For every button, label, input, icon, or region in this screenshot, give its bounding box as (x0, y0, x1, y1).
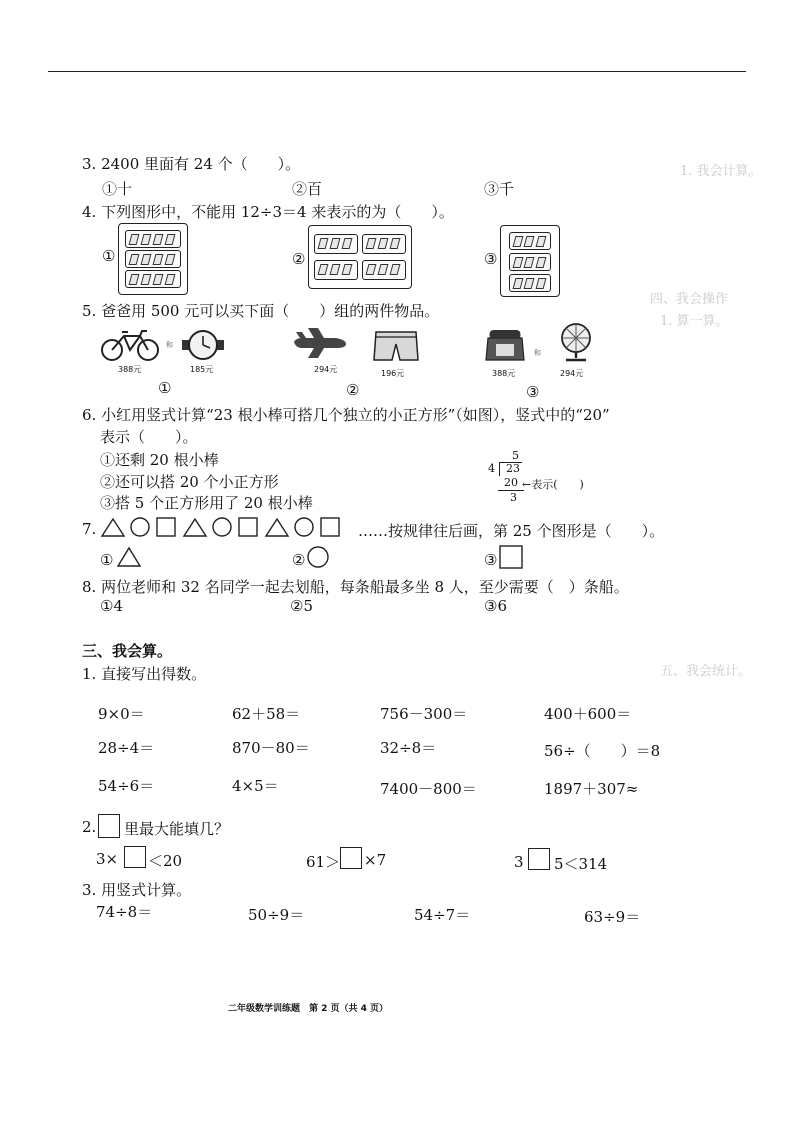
battery-icon (129, 254, 140, 265)
q2-text: 里最大能填几？ (124, 820, 230, 838)
battery-icon (342, 264, 353, 275)
option-1[interactable]: ①4 (100, 597, 123, 615)
q2-c-pre: 3 (514, 853, 524, 871)
bleed-text: 四、我会操作 (650, 292, 729, 307)
bleed-text: 1. 算一算。 (660, 314, 729, 329)
battery-pack (314, 234, 358, 254)
square-icon (498, 544, 524, 570)
shorts-icon (372, 328, 420, 364)
calc-item: 74÷8＝ (96, 903, 153, 921)
calc-item: 1897＋307≈ (544, 780, 639, 798)
calc-item: 400＋600＝ (544, 705, 632, 723)
question-8: 8. 两位老师和 32 名同学一起去划船，每条船最多坐 8 人，至少需要（ ）条船。 (82, 578, 629, 596)
battery-pack (509, 253, 551, 271)
and-label: 和 (534, 349, 541, 357)
bleed-text: 五、我会统计。 (660, 664, 752, 679)
battery-icon (165, 254, 176, 265)
answer-box[interactable] (340, 847, 362, 869)
option-3[interactable]: ③ (526, 383, 540, 401)
battery-pack (509, 232, 551, 250)
shape-sequence (100, 516, 356, 540)
division-dividend: 23 (506, 462, 520, 475)
q2-num: 2. (82, 818, 97, 836)
battery-pack (125, 270, 181, 288)
battery-icon (524, 236, 535, 247)
battery-icon (318, 264, 329, 275)
battery-icon (390, 264, 401, 275)
battery-pack (125, 250, 181, 268)
calc-item: 63÷9＝ (584, 908, 641, 926)
section-3-title: 三、我会算。 (82, 642, 173, 660)
q2-a-post: ＜20 (148, 852, 183, 870)
option-3[interactable]: ③千 (484, 180, 515, 198)
option-2[interactable]: ②5 (290, 597, 313, 615)
battery-icon (378, 238, 389, 249)
battery-icon (513, 278, 524, 289)
header-rule (48, 71, 746, 72)
battery-figure-1 (118, 223, 188, 295)
page-footer: 二年级数学训练题 第 2 页（共 4 页） (228, 1004, 389, 1014)
price-label: 388元 (118, 365, 142, 374)
battery-icon (513, 236, 524, 247)
battery-icon (366, 264, 377, 275)
q2-b-post: ×7 (364, 851, 387, 869)
division-note: ←表示( ) (522, 478, 584, 491)
calc-item: 50÷9＝ (248, 906, 305, 924)
battery-icon (165, 234, 176, 245)
division-product: 20 (504, 476, 518, 489)
division-divisor: 4 (488, 462, 495, 475)
battery-pack (362, 234, 406, 254)
battery-icon (524, 278, 535, 289)
price-label: 388元 (492, 369, 516, 378)
q3b-title: 3. 用竖式计算。 (82, 881, 192, 899)
option-2[interactable]: ② (346, 381, 360, 399)
question-7-text: ……按规律往后画，第 25 个图形是（ ）。 (358, 522, 665, 540)
calc-item: 54÷6＝ (98, 777, 155, 795)
division-remainder: 3 (510, 491, 517, 504)
battery-icon (141, 254, 152, 265)
option-1[interactable]: ① (100, 551, 114, 569)
battery-icon (342, 238, 353, 249)
option-2[interactable]: ②还可以搭 20 个小正方形 (100, 473, 279, 491)
calc-item: 4×5＝ (232, 777, 279, 795)
option-3[interactable]: ③6 (484, 597, 507, 615)
battery-icon (366, 238, 377, 249)
battery-icon (524, 257, 535, 268)
battery-icon (330, 264, 341, 275)
option-3[interactable]: ③ (484, 250, 498, 268)
option-1[interactable]: ① (102, 247, 116, 265)
bleed-text: 1. 我会计算。 (680, 164, 762, 179)
question-7-num: 7. (82, 520, 97, 538)
airplane-icon (292, 328, 348, 360)
answer-box[interactable] (98, 814, 120, 838)
question-6-line1: 6. 小红用竖式计算“23 根小棒可搭几个独立的小正方形”（如图），竖式中的“20” (82, 406, 610, 424)
battery-icon (153, 254, 164, 265)
price-label: 294元 (314, 365, 338, 374)
battery-icon (390, 238, 401, 249)
q2-a-pre: 3× (96, 850, 119, 868)
battery-icon (535, 257, 546, 268)
triangle-icon (116, 546, 142, 568)
battery-icon (378, 264, 389, 275)
calc-item: 9×0＝ (98, 705, 145, 723)
calc-item: 870－80＝ (232, 739, 310, 757)
battery-pack (314, 260, 358, 280)
watch-icon (180, 326, 226, 364)
bicycle-icon (100, 328, 162, 362)
calc-item: 62＋58＝ (232, 705, 301, 723)
battery-pack (509, 274, 551, 292)
question-5: 5. 爸爸用 500 元可以买下面（ ）组的两件物品。 (82, 302, 440, 320)
battery-icon (141, 234, 152, 245)
battery-figure-2 (308, 225, 412, 289)
option-1[interactable]: ①十 (102, 180, 133, 198)
option-1[interactable]: ① (158, 379, 172, 397)
battery-icon (535, 278, 546, 289)
answer-box[interactable] (528, 848, 550, 870)
battery-pack (362, 260, 406, 280)
battery-icon (513, 257, 524, 268)
battery-icon (153, 274, 164, 285)
calc-item: 56÷（ ）＝8 (544, 742, 661, 760)
phone-icon (484, 326, 526, 364)
question-4: 4. 下列图形中，不能用 12÷3＝4 来表示的为（ ）。 (82, 203, 454, 221)
price-label: 196元 (381, 369, 405, 378)
option-2[interactable]: ② (292, 250, 306, 268)
battery-icon (129, 234, 140, 245)
answer-box[interactable] (124, 846, 146, 868)
battery-icon (318, 238, 329, 249)
price-label: 294元 (560, 369, 584, 378)
q2-b-pre: 61＞ (306, 853, 341, 871)
section-3-sub1: 1. 直接写出得数。 (82, 665, 207, 683)
fan-icon (556, 322, 596, 364)
battery-pack (125, 230, 181, 248)
option-2[interactable]: ② (292, 551, 306, 569)
and-label: 和 (166, 341, 173, 349)
calc-item: 32÷8＝ (380, 739, 437, 757)
calc-item: 756－300＝ (380, 705, 468, 723)
division-quotient: 5 (512, 449, 519, 462)
question-3: 3. 2400 里面有 24 个（ ）。 (82, 155, 301, 173)
option-3[interactable]: ③ (484, 551, 498, 569)
calc-item: 28÷4＝ (98, 739, 155, 757)
battery-icon (165, 274, 176, 285)
long-division (486, 450, 606, 510)
battery-icon (141, 274, 152, 285)
q2-c-post: 5＜314 (554, 855, 608, 873)
battery-figure-3 (500, 225, 560, 297)
circle-icon (306, 545, 330, 569)
option-1[interactable]: ①还剩 20 根小棒 (100, 451, 219, 469)
battery-icon (129, 274, 140, 285)
price-label: 185元 (190, 365, 214, 374)
question-6-line2: 表示（ ）。 (100, 428, 198, 446)
calc-item: 7400－800＝ (380, 780, 477, 798)
option-2[interactable]: ②百 (292, 180, 323, 198)
battery-icon (153, 234, 164, 245)
battery-icon (535, 236, 546, 247)
battery-icon (330, 238, 341, 249)
calc-item: 54÷7＝ (414, 906, 471, 924)
option-3[interactable]: ③搭 5 个正方形用了 20 根小棒 (100, 494, 313, 512)
